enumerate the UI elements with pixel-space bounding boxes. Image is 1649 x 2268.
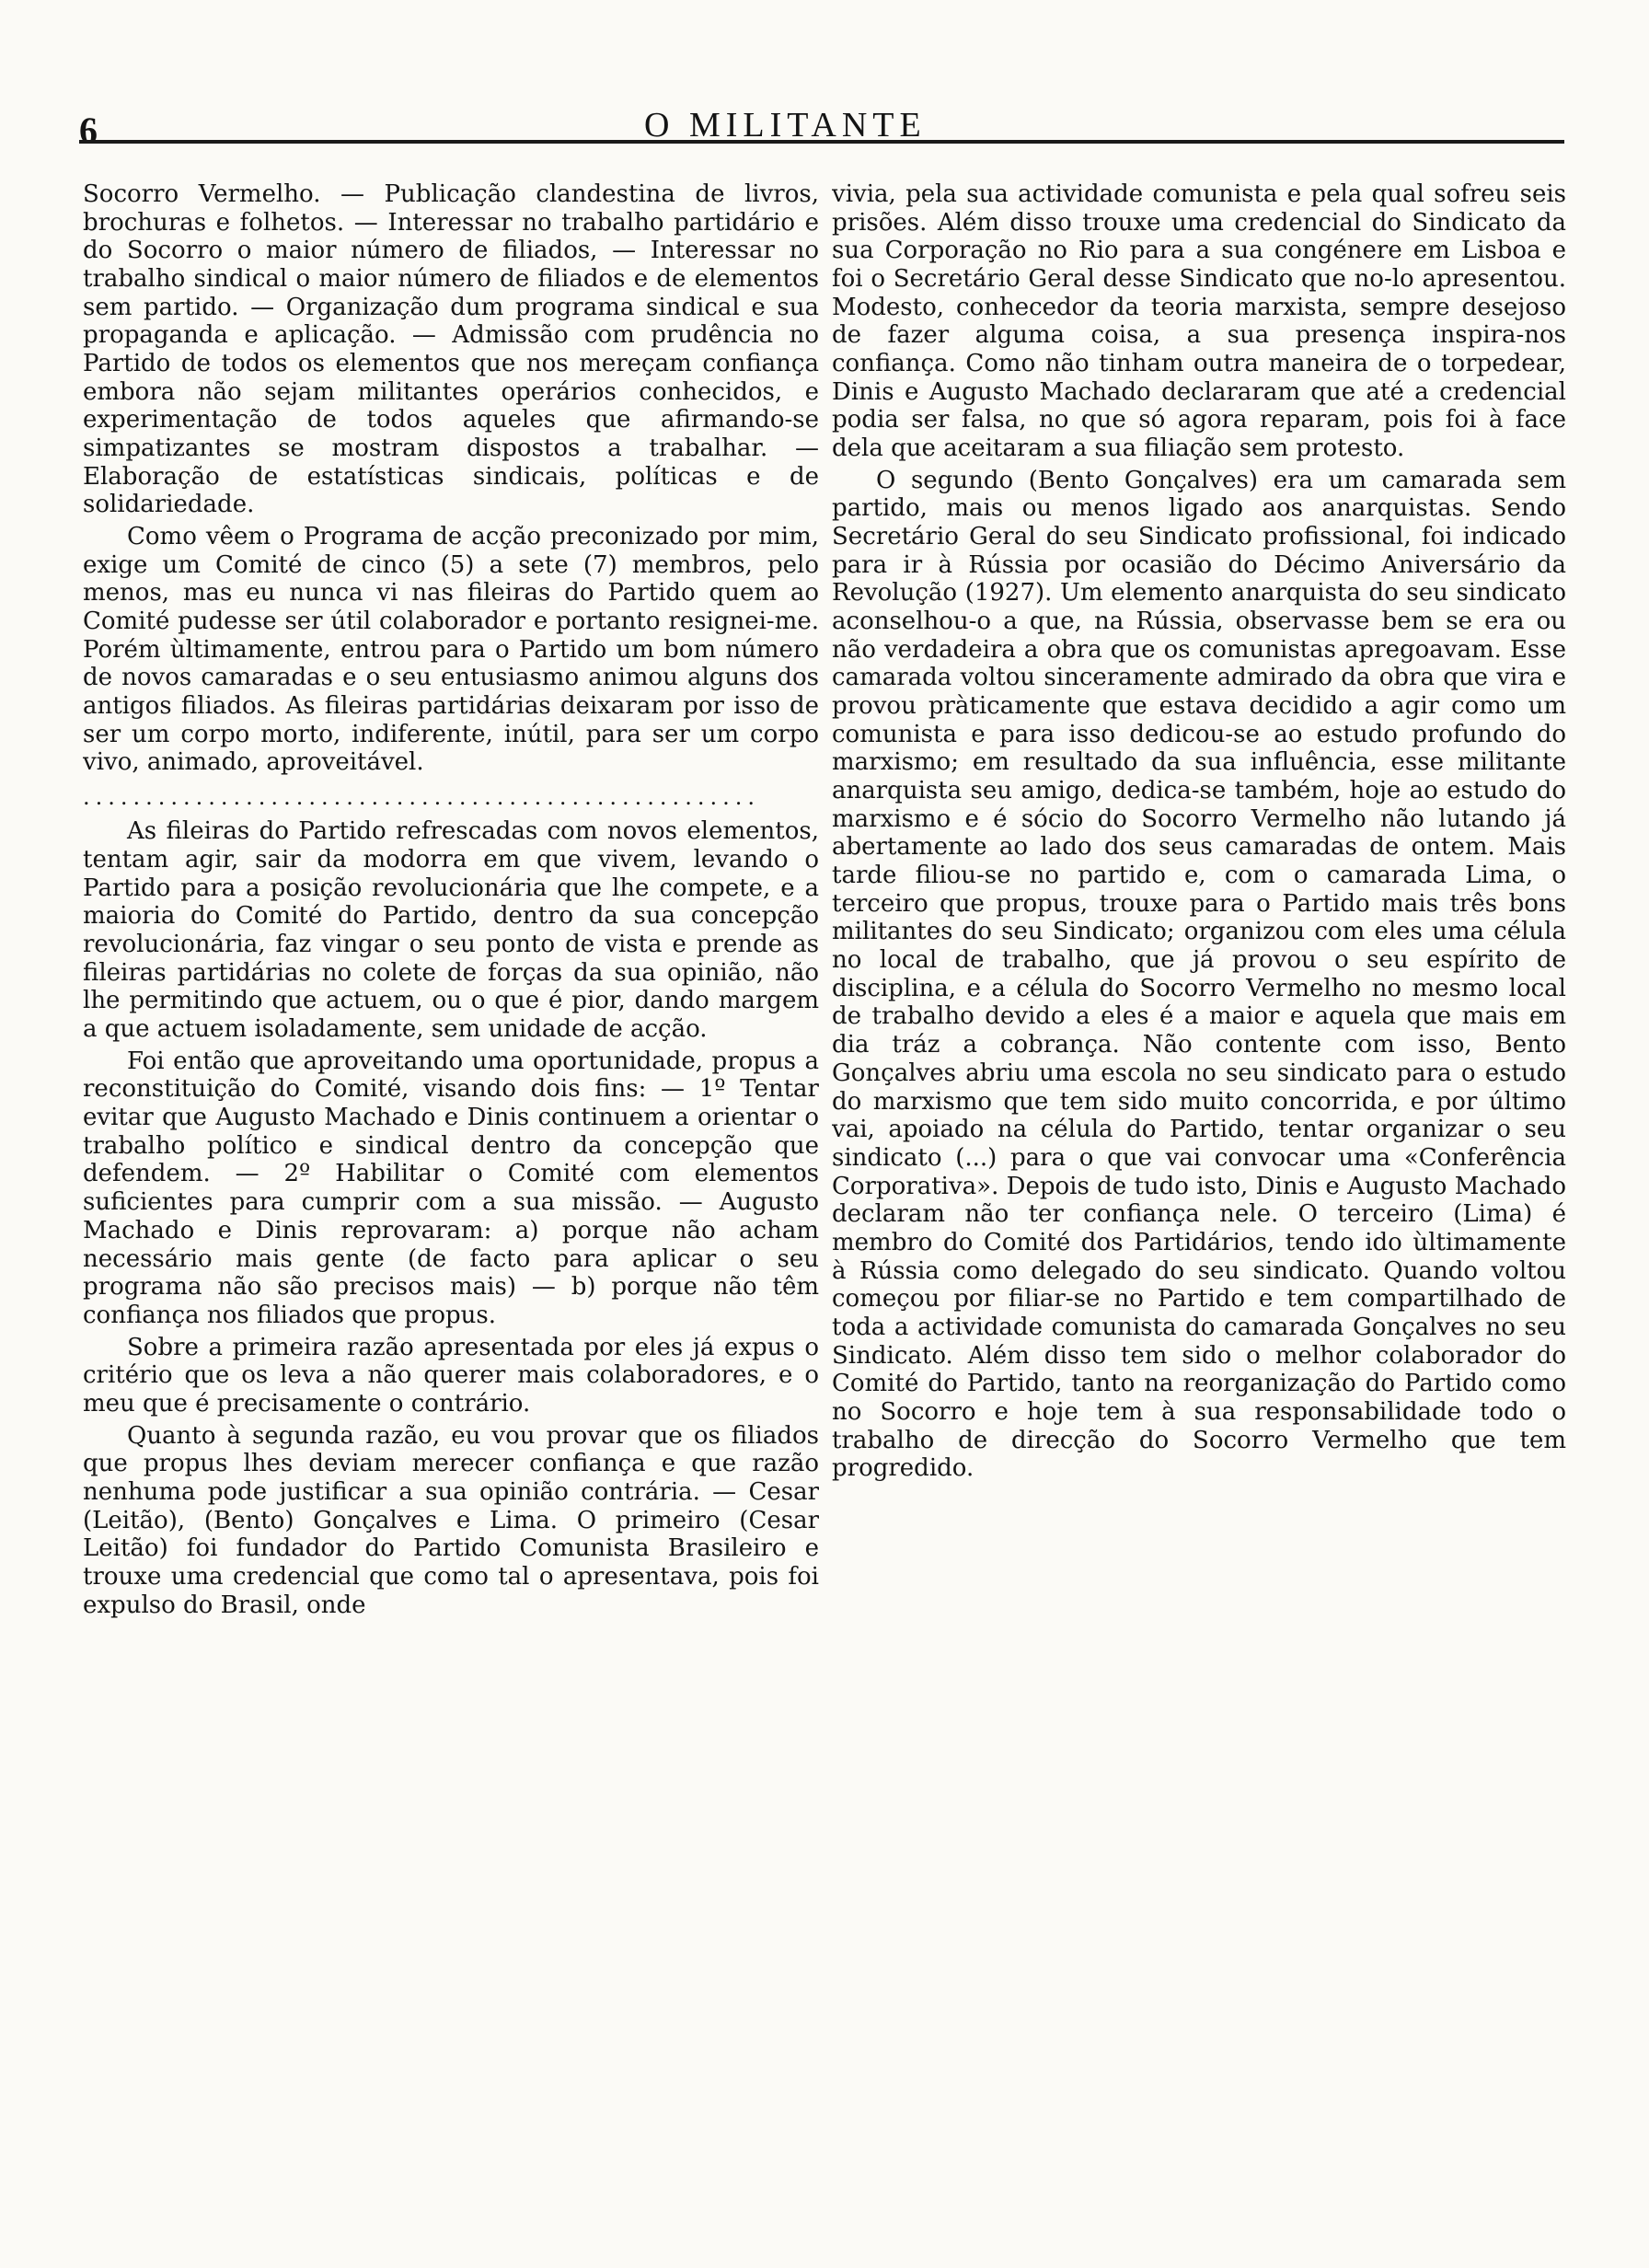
paragraph: O segundo (Bento Gonçalves) era um camarada sem partido, mais ou menos ligado aos anarquistas. Sendo Secretário Geral do seu Sindicato profissional, foi indicado para ir à Rússia por ocasião do Décimo Aniversário da Revolução (1927). Um elemento anarquista do seu sindicato aconselhou-o a que, na Rússia, observasse bem se era ou não verdadeira a obra que os comunistas apregoavam. Esse camarada voltou sinceramente admirado da obra que vira e provou pràticamente que estava decidido a agir como um comunista e para isso dedicou-se ao estudo profundo do marxismo; em resultado da sua influência, esse militante anarquista seu amigo, dedica-se também, hoje ao estudo do marxismo e é sócio do Socorro Vermelho não lutando já abertamente ao lado dos seus camaradas de ontem. Mais tarde filiou-se no partido e, com o camarada Lima, o terceiro que propus, trouxe para o Partido mais três bons militantes do seu Sindicato; organizou com eles uma célula no local de trabalho, que já provou o seu espírito de disciplina, e a célula do Socorro Vermelho no mesmo local de trabalho devido a eles é a maior e aquela que mais em dia tráz a cobrança. Não contente com isso, Bento Gonçalves abriu uma escola no seu sindicato para o estudo do marxismo que tem sido muito concorrida, e por último vai, apoiado na célula do Partido, tentar organizar o seu sindicato (...) para o que vai convocar uma «Conferência Corporativa». Depois de tudo isto, Dinis e Augusto Machado declaram não ter confiança nele. O terceiro (Lima) é membro do Comité dos Partidários, tendo ido ùltimamente à Rússia como delegado do seu sindicato. Quando voltou começou por filiar-se no Partido e tem compartilhado de toda a actividade comunista do camarada Gonçalves no seu Sindicato. Além disso tem sido o melhor colaborador do Comité do Partido, tanto na reorganização do Partido como no Socorro e hoje tem à sua responsabilidade todo o trabalho de direcção do Socorro Vermelho que tem progredido. xyxy=(832,466,1566,1483)
paragraph: As fileiras do Partido refrescadas com novos elementos, tentam agir, sair da modorra em que vivem, levando o Partido para a posição revolucionária que lhe compete, e a maioria do Comité do Partido, dentro da sua concepção revolucionária, faz vingar o seu ponto de vista e prende as fileiras partidárias no colete de forças da sua opinião, não lhe permitindo que actuem, ou o que é pior, dando margem a que actuem isoladamente, sem unidade de acção. xyxy=(83,817,819,1044)
page-number: 6 xyxy=(79,110,98,151)
paragraph: Como vêem o Programa de acção preconizado por mim, exige um Comité de cinco (5) a sete (7) membros, pelo menos, mas eu nunca vi nas fileiras do Partido quem ao Comité pudesse ser útil colaborador e portanto resignei-me. Porém ùltimamente, entrou para o Partido um bom número de novos camaradas e o seu entusiasmo animou alguns dos antigos filiados. As fileiras partidárias deixaram por isso de ser um corpo morto, indiferente, inútil, para ser um corpo vivo, animado, aproveitável. xyxy=(83,523,819,777)
paragraph: vivia, pela sua actividade comunista e pela qual sofreu seis prisões. Além disso trouxe uma credencial do Sindicato da sua Corporação no Rio para a sua congénere em Lisboa e foi o Secretário Geral desse Sindicato que no-lo apresentou. Modesto, conhecedor da teoria marxista, sempre desejoso de fazer alguma coisa, a sua presença inspira-nos confiança. Como não tinham outra maneira de o torpedear, Dinis e Augusto Machado declararam que até a credencial podia ser falsa, no que só agora reparam, pois foi à face dela que aceitaram a sua filiação sem protesto. xyxy=(832,180,1566,463)
section-separator: ...................................................... xyxy=(83,784,760,811)
paragraph: Foi então que aproveitando uma oportunidade, propus a reconstituição do Comité, visando dois fins: — 1º Tentar evitar que Augusto Machado e Dinis continuem a orientar o trabalho político e sindical dentro da concepção que defendem. — 2º Habilitar o Comité com elementos suficientes para cumprir com a sua missão. — Augusto Machado e Dinis reprovaram: a) porque não acham necessário mais gente (de facto para aplicar o seu programa não são precisos mais) — b) porque não têm confiança nos filiados que propus. xyxy=(83,1047,819,1329)
running-title: O MILITANTE xyxy=(644,106,927,145)
header-rule xyxy=(79,140,1564,144)
right-column xyxy=(832,180,1566,2205)
left-column xyxy=(83,180,819,2205)
paragraph: Quanto à segunda razão, eu vou provar que os filiados que propus lhes deviam merecer confiança e que razão nenhuma pode justificar a sua opinião contrária. — Cesar (Leitão), (Bento) Gonçalves e Lima. O primeiro (Cesar Leitão) foi fundador do Partido Comunista Brasileiro e trouxe uma credencial que como tal o apresentava, pois foi expulso do Brasil, onde xyxy=(83,1421,819,1619)
paragraph: Sobre a primeira razão apresentada por eles já expus o critério que os leva a não querer mais colaboradores, e o meu que é precisamente o contrário. xyxy=(83,1333,819,1418)
paragraph: Socorro Vermelho. — Publicação clandestina de livros, brochuras e folhetos. — Interessar no trabalho partidário e do Socorro o maior número de filiados, — Interessar no trabalho sindical o maior número de filiados e de elementos sem partido. — Organização dum programa sindical e sua propaganda e aplicação. — Admissão com prudência no Partido de todos os elementos que nos mereçam confiança embora não sejam militantes operários conhecidos, e experimentação de todos aqueles que afirmando-se simpatizantes se mostram dispostos a trabalhar. — Elaboração de estatísticas sindicais, políticas e de solidariedade. xyxy=(83,180,819,519)
